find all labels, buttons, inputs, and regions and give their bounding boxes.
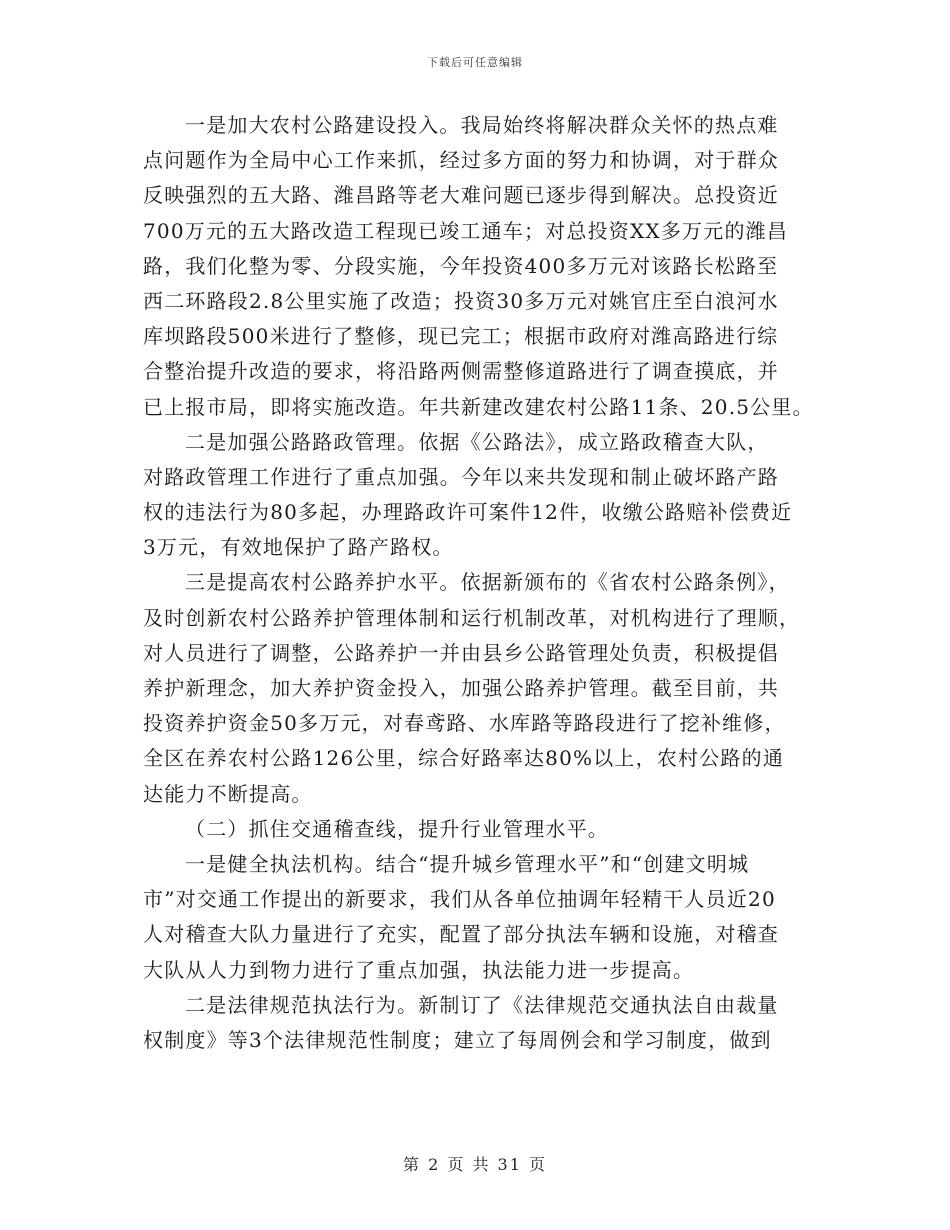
body-text-line: 路，我们化整为零、分段实施，今年投资400多万元对该路长松路至	[143, 253, 779, 278]
page-header: 下载后可任意编辑	[427, 56, 523, 69]
body-text-line: 二是法律规范执法行为。新制订了《法律规范交通执法自由裁量	[185, 992, 779, 1017]
body-text-line: 700万元的五大路改造工程现已竣工通车；对总投资XX多万元的潍昌	[143, 218, 789, 243]
document-body	[143, 108, 823, 1058]
body-text-line: 达能力不断提高。	[143, 781, 313, 806]
body-text-line: 市”对交通工作提出的新要求，我们从各单位抽调年轻精干人员近20	[143, 887, 776, 912]
body-text-line: 点问题作为全局中心工作来抓，经过多方面的努力和协调，对于群众	[143, 148, 779, 173]
body-text-line: 反映强烈的五大路、潍昌路等老大难问题已逐步得到解决。总投资近	[143, 183, 779, 208]
page-footer: 第 2 页 共 31 页	[403, 1155, 547, 1174]
body-text-line: 全区在养农村公路126公里，综合好路率达80%以上，农村公路的通	[143, 746, 785, 771]
body-text-line: 3万元，有效地保护了路产路权。	[143, 535, 454, 560]
body-text-line: 对人员进行了调整，公路养护一并由县乡公路管理处负责，积极提倡	[143, 640, 779, 665]
body-text-line: 对路政管理工作进行了重点加强。今年以来共发现和制止破坏路产路	[143, 464, 779, 489]
body-text-line: 及时创新农村公路养护管理体制和运行机制改革，对机构进行了理顺，	[143, 605, 801, 630]
body-text-line: 合整治提升改造的要求，将沿路两侧需整修道路进行了调查摸底，并	[143, 359, 779, 384]
body-text-line: 投资养护资金50多万元，对春鸢路、水库路等路段进行了挖补维修，	[143, 711, 786, 736]
body-text-line: 一是加大农村公路建设投入。我局始终将解决群众关怀的热点难	[185, 113, 779, 137]
body-text-line: 二是加强公路路政管理。依据《公路法》，成立路政稽查大队，	[185, 429, 769, 454]
body-text-line: 西二环路段2.8公里实施了改造；投资30多万元对姚官庄至白浪河水	[143, 288, 779, 313]
body-text-line: 一是健全执法机构。结合“提升城乡管理水平”和“创建文明城	[185, 851, 750, 876]
body-text-line: 库坝路段500米进行了整修，现已完工；根据市政府对潍高路进行综	[143, 324, 779, 349]
body-text-line: 养护新理念，加大养护资金投入，加强公路养护管理。截至目前，共	[143, 676, 779, 700]
body-text-line: 人对稽查大队力量进行了充实，配置了部分执法车辆和设施，对稽查	[143, 922, 779, 947]
body-text-line: 权的违法行为80多起，办理路政许可案件12件，收缴公路赔补偿费近	[143, 500, 793, 525]
body-text-line: 大队从人力到物力进行了重点加强，执法能力进一步提高。	[143, 957, 695, 982]
body-text-line: 已上报市局，即将实施改造。年共新建改建农村公路11条、20.5公里。	[143, 394, 814, 419]
body-text-line: （二）抓住交通稽查线，提升行业管理水平。	[185, 816, 609, 841]
body-text-line: 三是提高农村公路养护水平。依据新颁布的《省农村公路条例》，	[185, 570, 790, 595]
body-text-line: 权制度》等3个法律规范性制度；建立了每周例会和学习制度，做到	[143, 1027, 772, 1052]
